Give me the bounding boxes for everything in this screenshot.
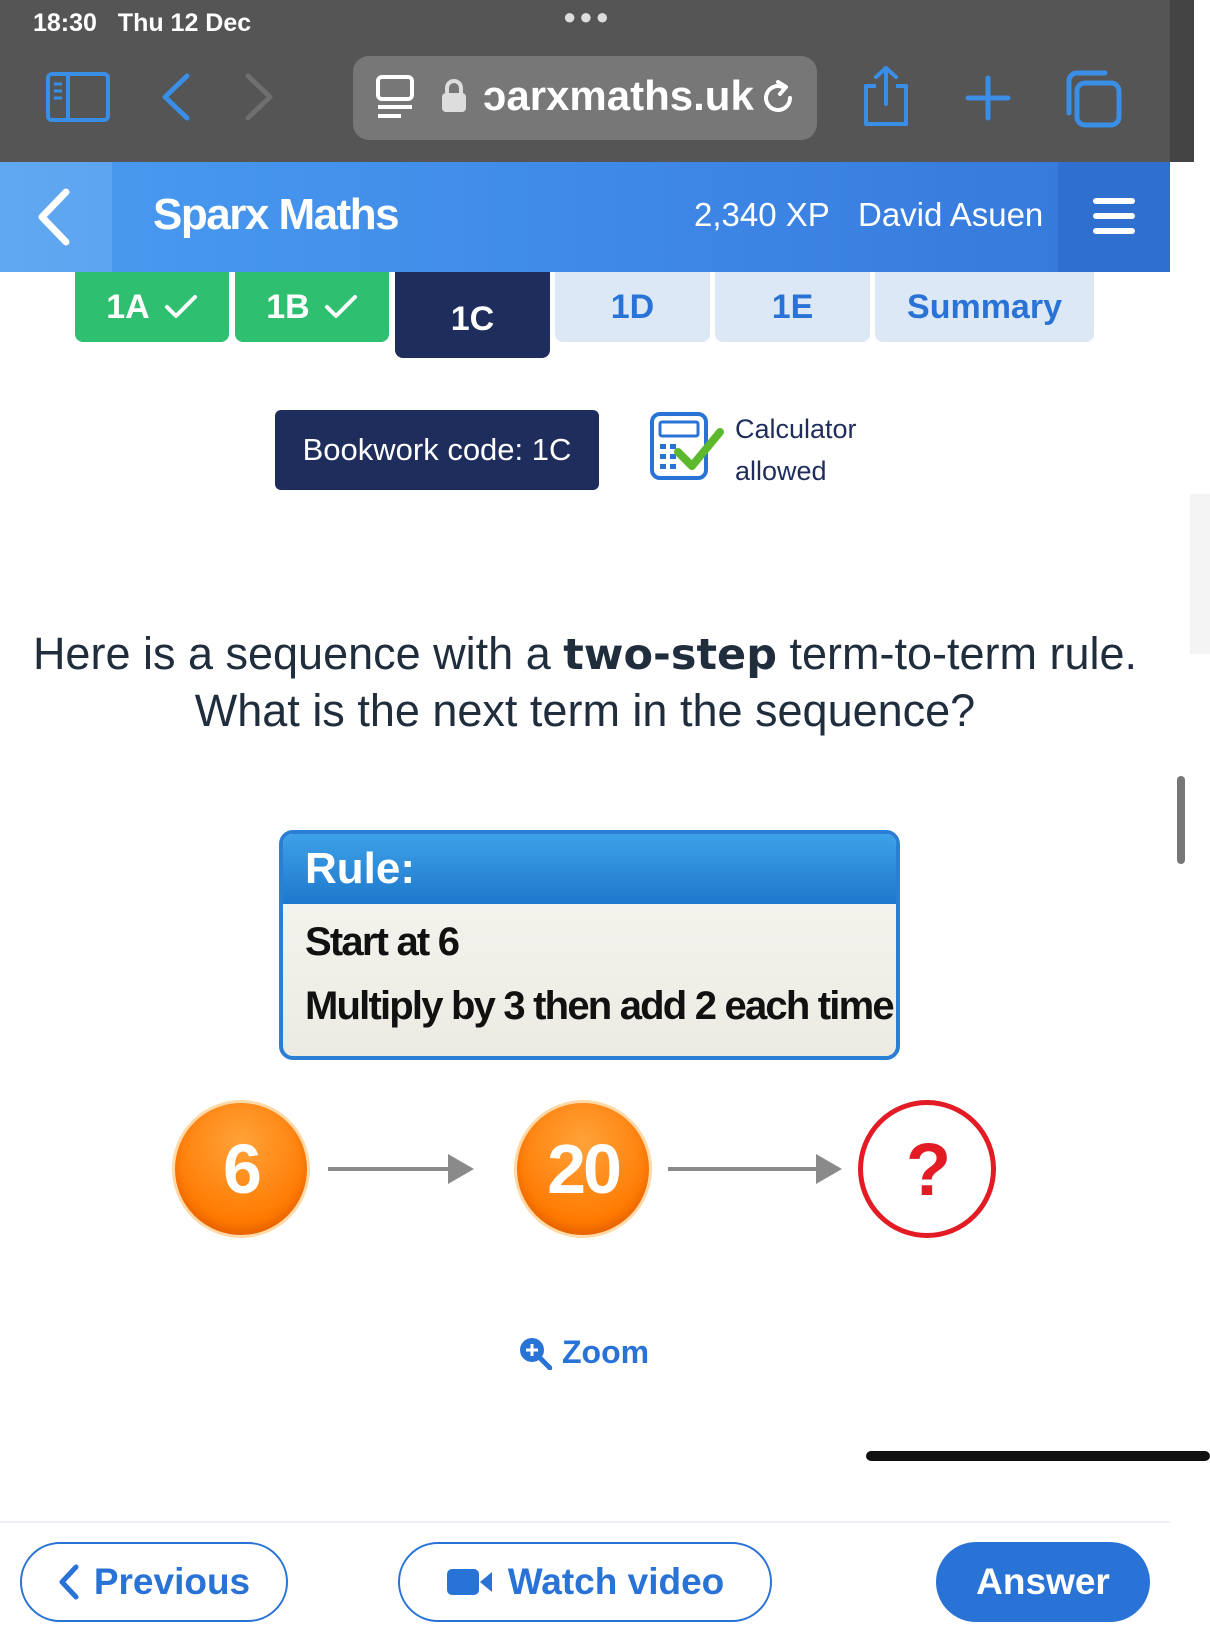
tab-label: 1C <box>450 299 495 338</box>
zoom-button[interactable] <box>518 1334 649 1371</box>
status-bar <box>33 9 251 38</box>
watch-video-label: Watch video <box>507 1561 725 1602</box>
reader-mode-icon[interactable] <box>375 74 415 125</box>
tab-summary[interactable] <box>875 272 1094 342</box>
calculator-line2: allowed <box>735 456 827 486</box>
chevron-left-icon <box>34 188 74 246</box>
rule-heading: Rule: <box>283 834 896 904</box>
rule-step: Multiply by 3 then add 2 each time <box>305 984 893 1028</box>
sparx-app <box>0 162 1170 1646</box>
sequence-unknown-term: ? <box>858 1100 996 1238</box>
question-part2: term-to-term rule. What is the next term in the sequence? <box>194 628 1138 736</box>
check-icon <box>324 294 358 320</box>
footer-divider <box>0 1521 1170 1523</box>
sequence-arrow-2 <box>668 1167 836 1171</box>
check-icon <box>164 294 198 320</box>
tab-1e[interactable] <box>715 272 870 342</box>
zoom-label: Zoom <box>562 1334 650 1370</box>
bookwork-code-badge: Bookwork code: 1C <box>275 410 599 490</box>
sidebar-icon[interactable] <box>46 72 110 122</box>
rule-card <box>279 830 900 1060</box>
calculator-line1: Calculator <box>735 414 857 444</box>
status-date: Thu 12 Dec <box>117 9 252 37</box>
tab-label: 1E <box>771 287 814 326</box>
sequence-term-1: 6 <box>172 1100 310 1238</box>
tab-1b[interactable] <box>235 272 389 342</box>
browser-chrome <box>0 0 1170 162</box>
tabs-overview-icon[interactable] <box>1060 68 1124 130</box>
tab-1d[interactable] <box>555 272 710 342</box>
chevron-left-icon <box>58 1564 80 1600</box>
question-text <box>20 626 1150 739</box>
question-part1: Here is a sequence with a <box>32 628 564 679</box>
watch-video-button[interactable] <box>398 1542 772 1622</box>
share-icon[interactable] <box>858 64 914 128</box>
home-indicator <box>866 1451 1210 1461</box>
app-back-button[interactable] <box>0 162 112 272</box>
tab-1c[interactable] <box>395 272 550 358</box>
url-text: ɔarxmaths.uk <box>483 72 754 119</box>
forward-icon[interactable] <box>240 72 280 122</box>
previous-label: Previous <box>93 1561 251 1602</box>
user-name[interactable]: David Asuen <box>858 196 1044 233</box>
new-tab-icon[interactable] <box>960 70 1016 126</box>
reload-icon[interactable] <box>756 76 800 125</box>
rule-start: Start at 6 <box>305 920 459 964</box>
tab-1a[interactable] <box>75 272 229 342</box>
menu-button[interactable] <box>1058 162 1170 272</box>
sequence-arrow-1 <box>328 1167 468 1171</box>
split-view-handle[interactable] <box>1177 776 1185 864</box>
answer-button[interactable]: Answer <box>936 1542 1150 1622</box>
tab-label: 1B <box>266 287 310 326</box>
multitasking-dots-icon[interactable]: ●●● <box>563 4 612 29</box>
hamburger-icon <box>1092 196 1136 236</box>
video-camera-icon <box>446 1567 494 1597</box>
status-time: 18:30 <box>33 9 97 37</box>
back-icon[interactable] <box>155 72 195 122</box>
lock-icon <box>441 78 467 119</box>
app-header <box>0 162 1170 272</box>
previous-button[interactable] <box>20 1542 288 1622</box>
address-bar[interactable] <box>353 56 817 140</box>
calculator-allowed-icon <box>648 410 726 487</box>
tab-label: 1A <box>106 287 150 326</box>
app-title: Sparx Maths <box>153 190 399 239</box>
calculator-status <box>735 408 857 492</box>
tab-label: 1D <box>610 287 655 326</box>
xp-counter: 2,340 XP <box>694 196 830 233</box>
zoom-in-icon <box>518 1336 552 1370</box>
tab-label: Summary <box>907 287 1062 326</box>
sequence-term-2: 20 <box>514 1100 652 1238</box>
question-emphasis: two-step <box>563 630 777 680</box>
adjacent-window-edge <box>1170 0 1210 1646</box>
